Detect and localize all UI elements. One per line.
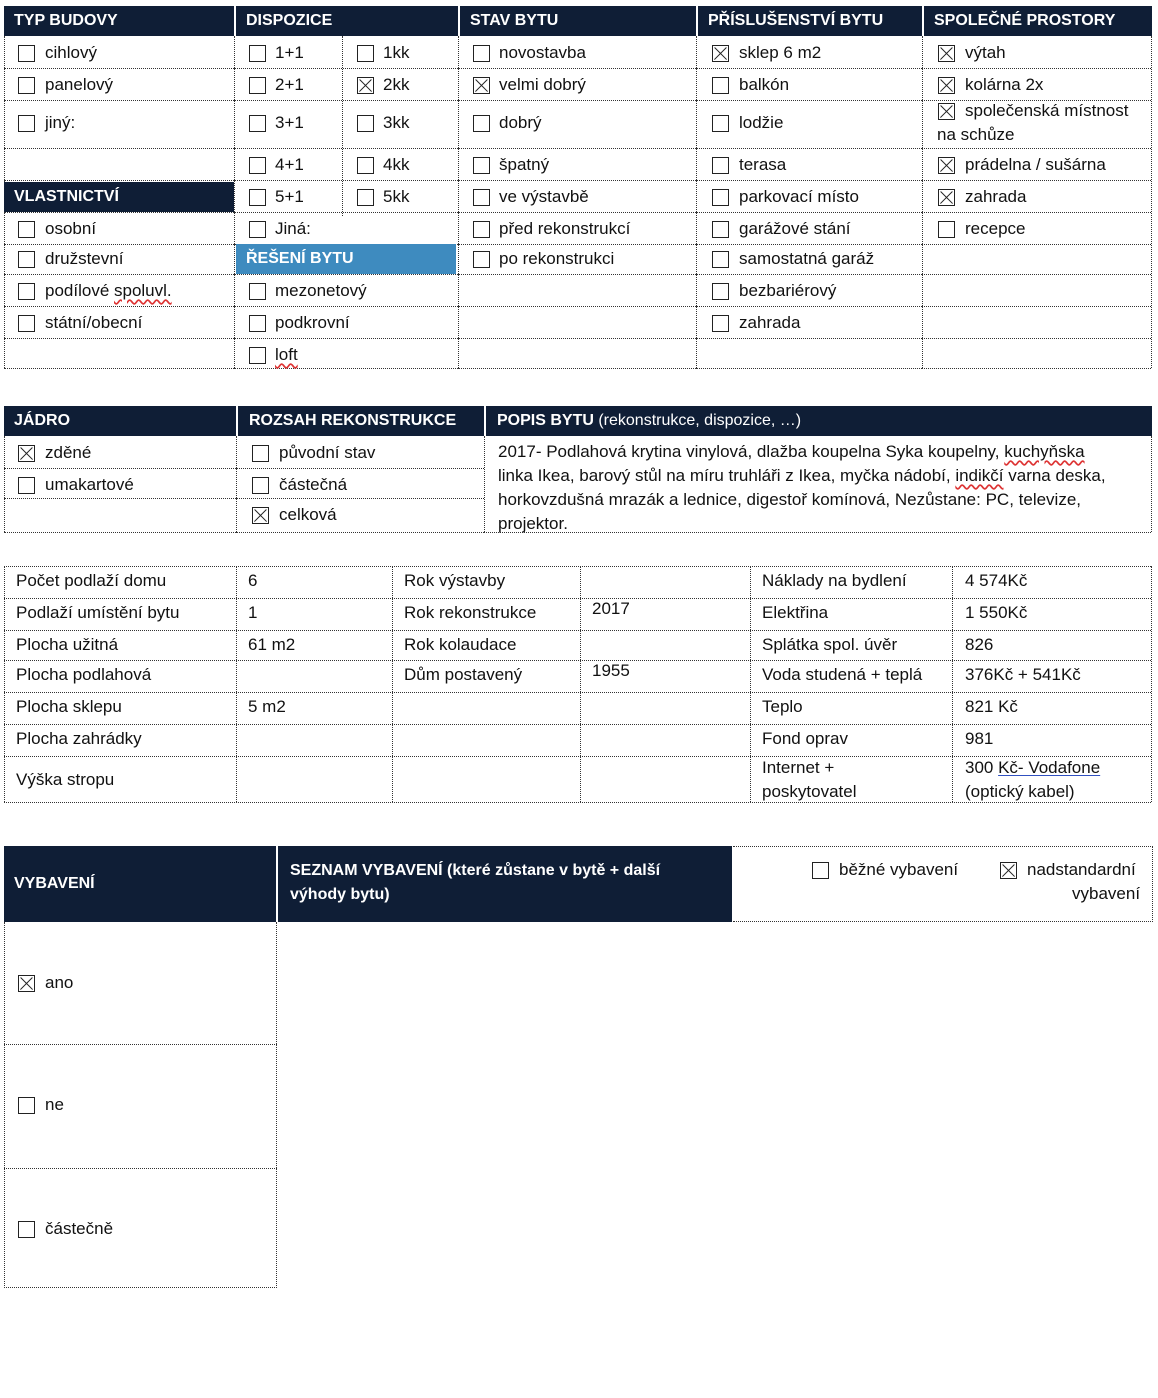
checkbox-celkova[interactable] — [252, 507, 269, 524]
header-popis-rest: (rekonstrukce, dispozice, …) — [593, 412, 802, 429]
option-label: mezonetový — [275, 281, 367, 300]
option-label: parkovací místo — [739, 187, 859, 206]
grid-line — [922, 244, 1151, 245]
grid-line — [234, 212, 458, 213]
header-stav-bytu: STAV BYTU — [470, 12, 559, 29]
option-label: 5kk — [383, 187, 410, 206]
header-popis-bytu — [497, 412, 801, 430]
checkbox-balkon[interactable] — [712, 77, 729, 94]
row-value: 61 m2 — [248, 635, 296, 654]
vybaveni-header — [4, 846, 276, 922]
checkbox-recepce[interactable] — [938, 221, 955, 238]
label-internet: Internet + — [762, 758, 835, 777]
vlastnictvi-header-label: VLASTNICTVÍ — [14, 188, 119, 205]
option-label: špatný — [499, 155, 550, 174]
option-label: velmi dobrý — [499, 75, 586, 94]
option-label: cihlový — [45, 43, 97, 62]
header-divider — [922, 6, 924, 36]
row-value: 1 — [248, 603, 258, 622]
grid-line — [4, 532, 236, 533]
row-divider — [4, 1044, 277, 1045]
checkbox-1plus1[interactable] — [249, 45, 266, 62]
cost-value: 826 — [965, 635, 994, 654]
row-value: 6 — [248, 571, 258, 590]
seznam-header — [278, 846, 732, 922]
option-label: zděné — [45, 443, 92, 462]
popis-bytu-text — [498, 440, 1148, 536]
option-label: garážové stání — [739, 219, 851, 238]
option-label: 2+1 — [275, 75, 304, 94]
grid-line — [4, 660, 1151, 661]
grid-line — [580, 566, 581, 802]
option-label: družstevní — [45, 249, 124, 268]
checkbox-parkovaci-misto[interactable] — [712, 189, 729, 206]
grid-line — [922, 306, 1151, 307]
checkbox-podkrovni[interactable] — [249, 315, 266, 332]
option-label: dobrý — [499, 113, 542, 132]
grid-line — [696, 68, 922, 69]
option-label: podkrovní — [275, 313, 350, 332]
checkbox-bezbarierovy[interactable] — [712, 283, 729, 300]
option-label: nadstandardní — [1027, 860, 1136, 879]
header-divider — [458, 6, 460, 36]
checkbox-panelovy[interactable] — [18, 77, 35, 94]
checkbox-castecna[interactable] — [252, 477, 269, 494]
option-label: samostatná garáž — [739, 249, 875, 268]
grid-line — [696, 274, 922, 275]
checkbox-nadstandardni-vybaveni[interactable] — [1000, 862, 1017, 879]
cost-label: Náklady na bydlení — [762, 571, 907, 590]
checkbox-dobry[interactable] — [473, 115, 490, 132]
checkbox-lodzie[interactable] — [712, 115, 729, 132]
header-prislusenstvi: PŘÍSLUŠENSTVÍ BYTU — [708, 12, 884, 29]
checkbox-osobni[interactable] — [18, 221, 35, 238]
checkbox-4plus1[interactable] — [249, 157, 266, 174]
grid-line — [236, 498, 484, 499]
vybaveni-header-label: VYBAVENÍ — [14, 875, 95, 892]
grid-line — [696, 180, 922, 181]
cost-label: Teplo — [762, 697, 803, 716]
option-label: 1kk — [383, 43, 410, 62]
grid-line — [4, 180, 234, 181]
option-label-line2: vybavení — [1072, 884, 1141, 903]
value-internet: 300 Kč- Vodafone — [965, 758, 1101, 777]
checkbox-po-rekonstrukci[interactable] — [473, 251, 490, 268]
checkbox-ne[interactable] — [18, 1097, 35, 1114]
grid-line — [922, 36, 923, 368]
grid-line — [696, 148, 922, 149]
grid-line — [4, 274, 234, 275]
header-divider — [234, 6, 236, 36]
row-label: Plocha sklepu — [16, 697, 122, 716]
grid-line — [458, 274, 696, 275]
checkbox-zdene[interactable] — [18, 445, 35, 462]
checkbox-castecne[interactable] — [18, 1221, 35, 1238]
grid-line — [236, 436, 237, 532]
grid-line — [4, 724, 1151, 725]
header-typ-budovy: TYP BUDOVY — [14, 12, 118, 29]
checkbox-druzstevni[interactable] — [18, 251, 35, 268]
grid-line — [696, 244, 922, 245]
grid-line — [4, 368, 234, 369]
cost-label: Fond oprav — [762, 729, 848, 748]
option-label: jiný: — [45, 113, 76, 132]
option-label: kolárna 2x — [965, 75, 1044, 94]
grid-line — [4, 148, 234, 149]
checkbox-puvodni-stav[interactable] — [252, 445, 269, 462]
grid-line — [4, 212, 234, 213]
checkbox-bezne-vybaveni[interactable] — [812, 862, 829, 879]
checkbox-2kk[interactable] — [357, 77, 374, 94]
grid-line — [1151, 36, 1152, 368]
value-internet-line2: (optický kabel) — [965, 782, 1075, 801]
grid-line — [4, 436, 5, 532]
grid-line — [696, 100, 922, 101]
option-label: bezbariérový — [739, 281, 837, 300]
option-label: umakartové — [45, 475, 134, 494]
grid-line — [484, 436, 485, 532]
option-label: 3kk — [383, 113, 410, 132]
grid-line — [750, 566, 751, 802]
row-label: Podlaží umístění bytu — [16, 603, 180, 622]
grid-line — [234, 36, 235, 368]
cost-value: 1 550Kč — [965, 603, 1028, 622]
grid-line — [234, 274, 458, 275]
grid-line — [234, 338, 458, 339]
option-label: 2kk — [383, 75, 410, 94]
checkbox-zahrada-spolecne[interactable] — [938, 189, 955, 206]
header-dispozice: DISPOZICE — [246, 12, 333, 29]
checkbox-umakartove[interactable] — [18, 477, 35, 494]
grid-line — [4, 498, 236, 499]
checkbox-4kk[interactable] — [357, 157, 374, 174]
option-label: sklep 6 m2 — [739, 43, 822, 62]
checkbox-5plus1[interactable] — [249, 189, 266, 206]
label-vyska-stropu: Výška stropu — [16, 770, 115, 789]
header-rozsah-rekonstrukce: ROZSAH REKONSTRUKCE — [249, 412, 457, 429]
grid-line — [696, 306, 922, 307]
option-label: po rekonstrukci — [499, 249, 615, 268]
reseni-bytu-header — [236, 244, 456, 274]
checkbox-3plus1[interactable] — [249, 115, 266, 132]
popis-line: horkovzdušná mrazák a lednice, digestoř komínová, Nezůstane: PC, televize, — [498, 490, 1082, 509]
grid-line — [4, 68, 234, 69]
grid-line — [922, 338, 1151, 339]
option-label: státní/obecní — [45, 313, 143, 332]
row-label: Dům postavený — [404, 665, 523, 684]
option-label: ano — [45, 973, 74, 992]
grid-line — [922, 274, 1151, 275]
grid-line — [458, 338, 696, 339]
grid-line — [234, 68, 458, 69]
option-label: Jiná: — [275, 219, 311, 238]
grid-line — [922, 148, 1151, 149]
grid-line — [4, 566, 1151, 567]
grid-line — [236, 468, 484, 469]
reseni-bytu-header-label: ŘEŠENÍ BYTU — [246, 250, 354, 267]
option-label: běžné vybavení — [839, 860, 959, 879]
grid-line — [4, 756, 1151, 757]
checkbox-spatny[interactable] — [473, 157, 490, 174]
grid-line — [458, 36, 459, 368]
checkbox-spolecenska-mistnost[interactable] — [938, 103, 955, 120]
option-label: zahrada — [965, 187, 1027, 206]
grid-line — [922, 368, 1151, 369]
checkbox-novostavba[interactable] — [473, 45, 490, 62]
row-value: 2017 — [592, 599, 630, 618]
row-label: Plocha podlahová — [16, 665, 152, 684]
grid-line — [236, 532, 484, 533]
popis-line: projektor. — [498, 514, 568, 533]
row-label: Rok kolaudace — [404, 635, 517, 654]
checkbox-3kk[interactable] — [357, 115, 374, 132]
row-divider — [4, 1168, 277, 1169]
grid-line — [4, 338, 234, 339]
row-value: 5 m2 — [248, 697, 286, 716]
popis-line: linka Ikea, barový stůl na míru truhláři z Ikea, myčka nádobí, indikčí varna deska, — [498, 466, 1106, 485]
option-label: lodžie — [739, 113, 784, 132]
grid-line — [458, 100, 696, 101]
checkbox-statni[interactable] — [18, 315, 35, 332]
checkbox-vytah[interactable] — [938, 45, 955, 62]
option-label: 4kk — [383, 155, 410, 174]
grid-line — [458, 180, 696, 181]
option-label: loft — [275, 345, 298, 364]
checkbox-jiny[interactable] — [18, 115, 35, 132]
seznam-header-line2: výhody bytu) — [290, 886, 390, 903]
option-label: 4+1 — [275, 155, 304, 174]
grid-line — [458, 212, 696, 213]
row-label: Plocha užitná — [16, 635, 119, 654]
header-popis-bold: POPIS BYTU — [497, 412, 594, 429]
option-label: společenská místnost — [965, 101, 1129, 120]
option-label: podílové spoluvl. — [45, 281, 172, 300]
option-label: zahrada — [739, 313, 801, 332]
option-label: balkón — [739, 75, 790, 94]
checkbox-zahrada-prislusenstvi[interactable] — [712, 315, 729, 332]
option-label: výtah — [965, 43, 1006, 62]
option-label: původní stav — [279, 443, 376, 462]
row-label: Plocha zahrádky — [16, 729, 142, 748]
cost-value: 376Kč + 541Kč — [965, 665, 1081, 684]
cost-label: Splátka spol. úvěr — [762, 635, 898, 654]
checkbox-pradelna[interactable] — [938, 157, 955, 174]
cost-value: 4 574Kč — [965, 571, 1028, 590]
cost-label: Elektřina — [762, 603, 829, 622]
grid-line — [1151, 566, 1152, 802]
grid-line — [458, 148, 696, 149]
cost-value: 981 — [965, 729, 994, 748]
option-label: recepce — [965, 219, 1026, 238]
row-label: Počet podlaží domu — [16, 571, 167, 590]
row-label: Rok rekonstrukce — [404, 603, 537, 622]
header-divider — [696, 6, 698, 36]
grid-line — [4, 566, 5, 802]
grid-line — [4, 468, 236, 469]
grid-line — [234, 368, 458, 369]
option-label: 5+1 — [275, 187, 304, 206]
option-label: panelový — [45, 75, 114, 94]
checkbox-mezonetovy[interactable] — [249, 283, 266, 300]
cost-label: Voda studená + teplá — [762, 665, 923, 684]
option-label: částečná — [279, 475, 348, 494]
option-label: ne — [45, 1095, 64, 1114]
checkbox-1kk[interactable] — [357, 45, 374, 62]
grid-line — [4, 598, 1151, 599]
grid-line — [236, 566, 237, 802]
grid-line — [234, 306, 458, 307]
checkbox-ano[interactable] — [18, 975, 35, 992]
option-label: terasa — [739, 155, 787, 174]
option-label: celková — [279, 505, 337, 524]
checkbox-kolarna[interactable] — [938, 77, 955, 94]
checkbox-garazove-stani[interactable] — [712, 221, 729, 238]
grid-line — [234, 148, 458, 149]
checkbox-ve-vystavbe[interactable] — [473, 189, 490, 206]
grid-line — [4, 692, 1151, 693]
grid-line — [342, 36, 343, 216]
grid-line — [696, 212, 922, 213]
grid-line — [4, 306, 234, 307]
option-label: ve výstavbě — [499, 187, 589, 206]
option-label-line2: na schůze — [937, 125, 1015, 144]
option-label: prádelna / sušárna — [965, 155, 1106, 174]
grid-line — [1151, 436, 1152, 532]
grid-line — [392, 566, 393, 802]
grid-line — [4, 802, 1151, 803]
checkbox-5kk[interactable] — [357, 189, 374, 206]
grid-line — [4, 100, 234, 101]
checkbox-cihlovy[interactable] — [18, 45, 35, 62]
checkbox-podilove[interactable] — [18, 283, 35, 300]
grid-line — [696, 36, 697, 368]
grid-line — [922, 212, 1151, 213]
grid-line — [922, 68, 1151, 69]
row-value: 1955 — [592, 661, 630, 680]
option-label: před rekonstrukcí — [499, 219, 631, 238]
checkbox-samostatna-garaz[interactable] — [712, 251, 729, 268]
option-label: 3+1 — [275, 113, 304, 132]
label-poskytovatel: poskytovatel — [762, 782, 857, 801]
grid-line — [458, 244, 696, 245]
header-spolecne-prostory: SPOLEČNÉ PROSTORY — [934, 12, 1116, 29]
header-divider — [236, 406, 238, 436]
checkbox-pred-rekonstrukci[interactable] — [473, 221, 490, 238]
option-label: novostavba — [499, 43, 586, 62]
cost-value: 821 Kč — [965, 697, 1018, 716]
checkbox-sklep[interactable] — [712, 45, 729, 62]
grid-line — [696, 338, 922, 339]
checkbox-2plus1[interactable] — [249, 77, 266, 94]
checkbox-loft[interactable] — [249, 347, 266, 364]
grid-line — [234, 100, 458, 101]
popis-line: 2017- Podlahová krytina vinylová, dlažba koupelna Syka koupelny, kuchyňska — [498, 442, 1085, 461]
grid-line — [922, 180, 1151, 181]
seznam-header-line1: SEZNAM VYBAVENÍ (které zůstane v bytě + další — [290, 862, 661, 879]
header-divider — [484, 406, 486, 436]
row-label: Rok výstavby — [404, 571, 506, 590]
header-jadro: JÁDRO — [14, 412, 71, 429]
grid-line — [952, 566, 953, 802]
grid-line — [458, 368, 696, 369]
grid-line — [458, 306, 696, 307]
grid-line — [696, 368, 922, 369]
grid-line — [234, 180, 458, 181]
checkbox-terasa[interactable] — [712, 157, 729, 174]
option-label: osobní — [45, 219, 97, 238]
grid-line — [458, 68, 696, 69]
grid-line — [4, 244, 234, 245]
grid-line — [4, 630, 1151, 631]
checkbox-jina[interactable] — [249, 221, 266, 238]
option-label: 1+1 — [275, 43, 304, 62]
vlastnictvi-header — [4, 182, 234, 212]
option-label: částečně — [45, 1219, 114, 1238]
checkbox-velmi-dobry[interactable] — [473, 77, 490, 94]
